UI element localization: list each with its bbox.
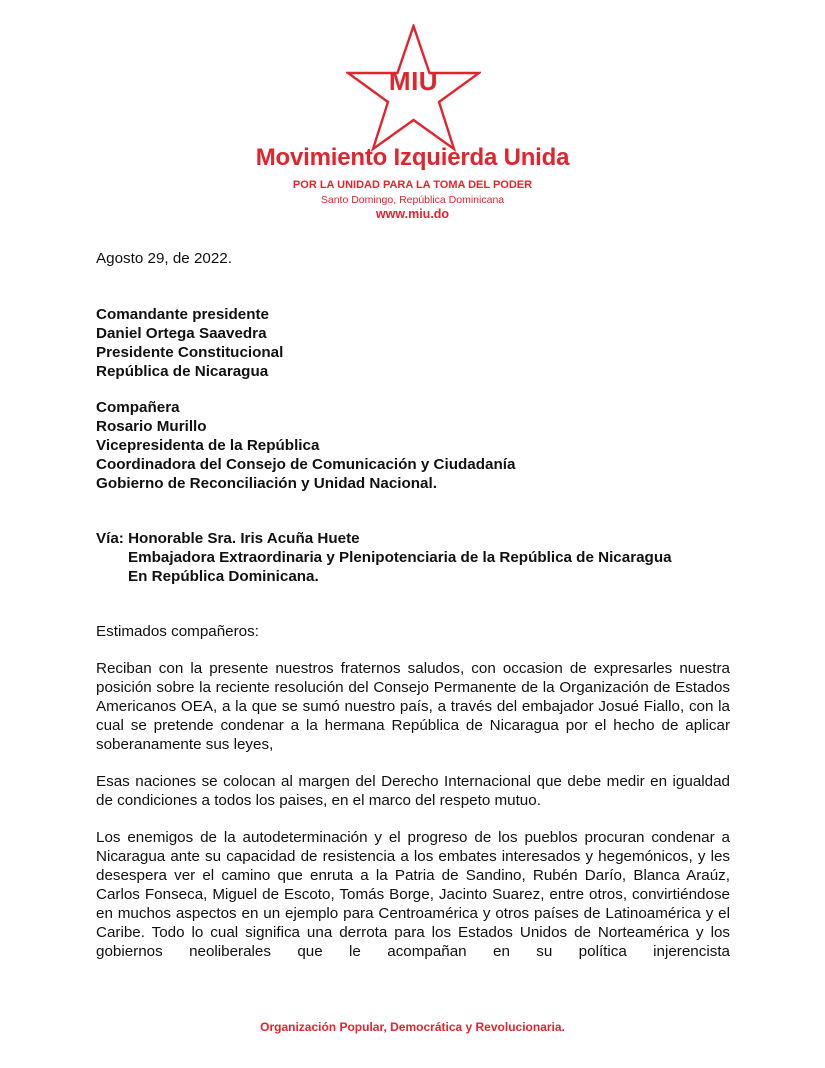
body-paragraph-3: Los enemigos de la autodeterminación y el progreso de los pueblos procuran condenar a Nicaragua ante su capacidad de resistencia a los embates interesados y hegemónicos, y les desespera ver el camino que enruta a la Patria de Sandino, Rubén Darío, Blanca Araúz, Carlos Fonseca, Miguel de Escoto, Tomás Borge, Jacinto Suarez, entre otros, convirtiéndose en muchos aspectos en un ejemplo para Centroamérica y otros países de Latinoamérica y el Caribe. Todo lo cual significa una derrota para los Estados Unidos de Norteamérica y los gobiernos neoliberales que le acompañan en su política injerencista	[96, 829, 730, 960]
recipient-line: Coordinadora del Consejo de Comunicación y Ciudadanía	[96, 456, 516, 473]
org-city: Santo Domingo, República Dominicana	[320, 194, 505, 206]
greeting: Estimados compañeros:	[96, 623, 259, 640]
recipient-block-2	[96, 398, 730, 493]
recipient-line: Rosario Murillo	[96, 418, 207, 435]
body-paragraph-1: Reciban con la presente nuestros fraternos saludos, con occasion de expresarles nuestra posición sobre la reciente resolución del Consejo Permanente de la Organización de Estados Americanos OEA, a la que se sumó nuestro país, a través del embajador Josué Fiallo, con la cual se pretende condenar a la hermana República de Nicaragua por el hecho de aplicar soberanamente sus leyes,	[96, 660, 730, 753]
recipient-line: Compañera	[96, 399, 180, 416]
logo-text: MIU	[388, 66, 439, 96]
via-line: En República Dominicana.	[128, 568, 319, 585]
via-line: Embajadora Extraordinaria y Plenipotenciaria de la República de Nicaragua	[128, 549, 672, 566]
recipient-block-1	[96, 305, 730, 381]
recipient-line: Presidente Constitucional	[96, 344, 284, 361]
org-website: www.miu.do	[375, 207, 450, 221]
org-motto: POR LA UNIDAD PARA LA TOMA DEL PODER	[292, 179, 533, 191]
letter-date: Agosto 29, de 2022.	[96, 250, 232, 267]
recipient-line: Vicepresidenta de la República	[96, 437, 320, 454]
recipient-line: República de Nicaragua	[96, 363, 269, 380]
via-block	[96, 529, 730, 586]
body-paragraph-2: Esas naciones se colocan al margen del Derecho Internacional que debe medir en igualdad de condiciones a todos los paises, en el marco del respeto mutuo.	[96, 773, 730, 809]
recipient-line: Gobierno de Reconciliación y Unidad Nacional.	[96, 475, 437, 492]
footer-slogan: Organización Popular, Democrática y Revolucionaria.	[260, 1020, 565, 1034]
org-name: Movimiento Izquierda Unida	[255, 144, 570, 171]
via-line: Vía: Honorable Sra. Iris Acuña Huete	[96, 530, 360, 547]
recipient-line: Daniel Ortega Saavedra	[96, 325, 267, 342]
recipient-line: Comandante presidente	[96, 306, 270, 323]
